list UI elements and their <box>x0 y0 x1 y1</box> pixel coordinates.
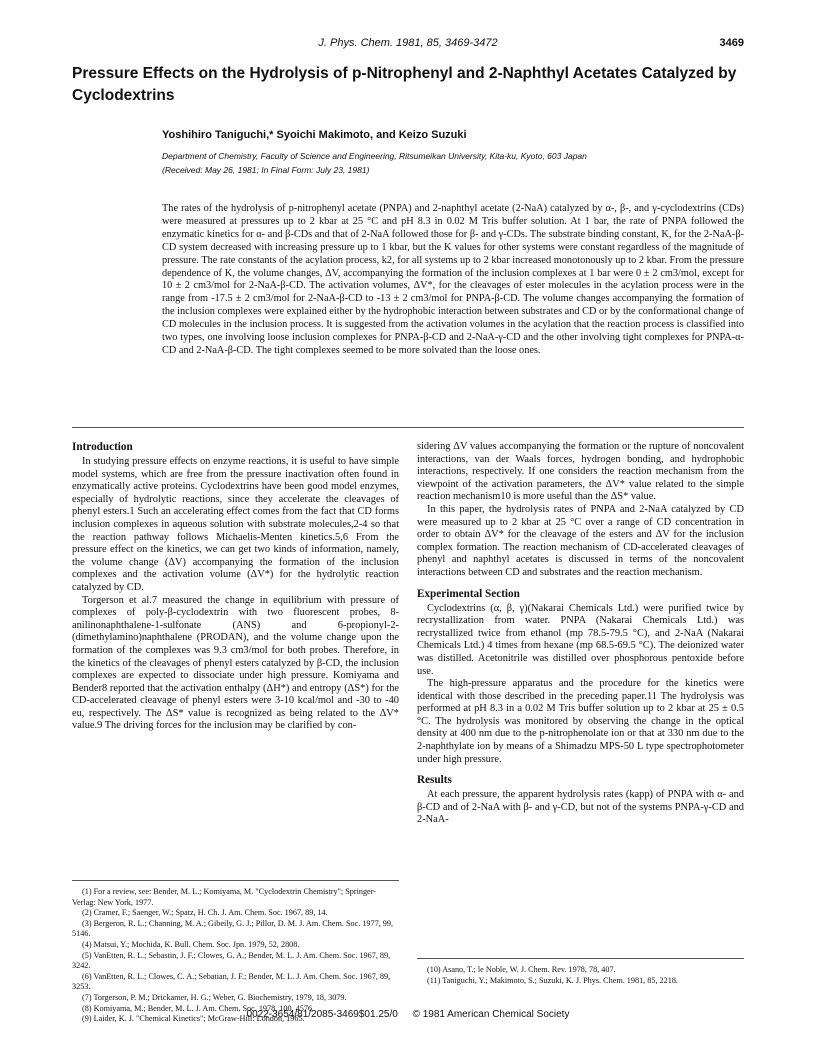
page-number: 3469 <box>719 37 744 49</box>
footnote: (4) Matsui, Y.; Mochida, K. Bull. Chem. Soc. Jpn. 1979, 52, 2808. <box>82 939 300 949</box>
footnotes-right <box>417 958 744 986</box>
results-heading: Results <box>417 774 452 787</box>
copyright: © 1981 American Chemical Society <box>412 1009 570 1020</box>
running-header <box>72 37 744 53</box>
experimental-heading: Experimental Section <box>417 587 520 600</box>
affiliation-block <box>162 149 742 177</box>
footnote: (6) VanEtten, R. L.; Clowes, C. A.; Sebatian, J. F.; Bender, M. L. J. Am. Chem. Soc. 1967, 89, 3253. <box>72 971 391 992</box>
right-column <box>417 441 744 827</box>
intro-paragraph: In studying pressure effects on enzyme reactions, it is useful to have simple model systems, which are free from the pressure inactivation often found in enzymatically active proteins. Cyclodextrins have been good model enzymes, especially of hydrolytic reactions, since they accelerate the cleavages of phenyl esters.1 Such an accelerating effect comes from the fact that CD forms inclusion complexes in aqueous solution with substrate molecules,2-4 so that the reaction pathway follows Michaelis-Menten kinetics.5,6 From the pressure effect on the kinetics, we can get two kinds of information, namely, the volume change (ΔV) accompanying the formation of the inclusion complexes and the activation volume (ΔV*) for the hydrolytic reaction catalyzed by CD. <box>72 456 399 593</box>
footnote: (5) VanEtten, R. L.; Sebastin, J. F.; Clowes, G. A.; Bender, M. L. J. Am. Chem. Soc. 1967, 89, 3242. <box>72 950 391 971</box>
article-title: Pressure Effects on the Hydrolysis of p-Nitrophenyl and 2-Naphthyl Acetates Catalyzed by Cyclodextrins <box>72 65 737 104</box>
footnote: (3) Bergeron, R. L.; Channing, M. A.; Gibeily, G. J.; Pillor, D. M. J. Am. Chem. Soc. 1977, 99, 5146. <box>72 918 394 939</box>
footnotes-left <box>72 880 399 1025</box>
abstract: The rates of the hydrolysis of p-nitrophenyl acetate (PNPA) and 2-naphthyl acetate (2-NaA) catalyzed by α-, β-, and γ-cyclodextrins (CDs) were measured at pressures up to 2 kbar at 25 °C and pH 8.3 in 0.02 M Tris buffer solution. At 1 bar, the rate of PNPA followed the enzymatic kinetics for α- and β-CDs and that of 2-NaA followed those for β- and γ-CDs. The substrate binding constant, K, for the 2-NaA-β-CD system decreased with increasing pressure up to 1 kbar, but the K values for other systems were constant regardless of the magnitude of pressure. The rate constants of the acylation process, k2, for all systems up to 2 kbar increased monotonously up to 2 kbar. From the pressure dependence of K, the volume changes, ΔV, accompanying the formation of the inclusion complexes at 1 bar were 0 ± 2 cm3/mol, except for 10 ± 2 cm3/mol for 2-NaA-β-CD. The activation volumes, ΔV*, for the cleavages of ester molecules in the acylation process were in the range from -17.5 ± 2 cm3/mol for 2-NaA-β-CD to -13 ± 2 cm3/mol for PNPA-β-CD. The volume changes accompanying the formation of the inclusion complexes were explained either by the hydrophobic interaction between substrates and CD or by the conformational change of CD molecules in the inclusion process. It is suggested from the activation volumes in the acylation that the reaction process is classified into two types, one involving loose inclusion complexes for PNPA-β-CD and 2-NaA-γ-CD and the other involving tight complexes for PNPA-α-CD and 2-NaA-β-CD. The tight complexes seemed to be more solvated than the loose ones. <box>162 203 744 356</box>
footnote: (10) Asano, T.; le Noble, W. J. Chem. Rev. 1978, 78, 407. <box>427 965 616 974</box>
page-footer <box>72 1009 744 1020</box>
left-column <box>72 441 399 733</box>
article-code: 0022-3654/81/2085-3469$01.25/0 <box>246 1009 398 1020</box>
footnote: (7) Torgerson, P. M.; Drickamer, H. G.; Weber, G. Biochemistry, 1979, 18, 3079. <box>82 992 347 1002</box>
footnote: (1) For a review, see: Bender, M. L.; Komiyama, M. "Cyclodextrin Chemistry"; Springer-Verlag: New York, 1977. <box>72 887 376 907</box>
intro-continued-paragraph: In this paper, the hydrolysis rates of PNPA and 2-NaA catalyzed by CD were measured up to 2 kbar at 25 °C over a range of CD concentration in order to obtain ΔV* for the cleavage of the esters and ΔV for the inclusion complex formation. The reaction mechanism of CD-accelerated cleavages of phenyl and naphthyl acetates is discussed in terms of the noncovalent interactions between CD and substrates and the reaction mechanism. <box>417 503 744 578</box>
author-list: Yoshihiro Taniguchi,* Syoichi Makimoto, and Keizo Suzuki <box>162 129 467 141</box>
introduction-heading: Introduction <box>72 441 133 453</box>
footnote: (11) Taniguchi, Y.; Makimoto, S.; Suzuki, K. J. Phys. Chem. 1981, 85, 2218. <box>427 975 678 985</box>
journal-citation: J. Phys. Chem. 1981, 85, 3469-3472 <box>318 37 498 49</box>
footnote: (2) Cramer, F.; Saenger, W.; Spatz, H. Ch. J. Am. Chem. Soc. 1967, 89, 14. <box>82 908 328 918</box>
footnote: (9) Laider, K. J. "Chemical Kinetics"; McGraw-Hill: London, 1965. <box>82 1014 305 1024</box>
abstract-divider <box>72 427 744 428</box>
affiliation: Department of Chemistry, Faculty of Science and Engineering, Ritsumeikan University, Kita-ku, Kyoto, 603 Japan <box>162 151 587 161</box>
footnote-rule <box>72 880 399 881</box>
experimental-paragraph: Cyclodextrins (α, β, γ)(Nakarai Chemicals Ltd.) were purified twice by recrystallization from water. PNPA (Nakarai Chemicals Ltd.) was recrystallized twice from ethanol (mp 78.5-79.5 °C), and 2-NaA (Nakarai Chemicals Ltd.) 4 times from hexane (mp 68.5-69.5 °C). The deionized water was distilled. Acetonitrile was distilled over phosphorous pentoxide before use. <box>417 602 744 677</box>
experimental-paragraph: The high-pressure apparatus and the procedure for the kinetics were identical with those described in the preceding paper.11 The hydrolysis was performed at pH 8.3 in a 0.02 M Tris buffer solution up to 2 kbar at 25 ± 0.5 °C. The hydrolysis was monitored by observing the change in the optical density at 400 nm due to the p-nitrophenolate ion or that at 330 nm due to the 2-naphthylate ion by means of a Shimadzu MPS-50 L type spectrophotometer under high pressure. <box>417 678 744 765</box>
results-paragraph: At each pressure, the apparent hydrolysis rates (kapp) of PNPA with α- and β-CD and of 2-NaA with β- and γ-CD, but not of the systems PNPA-γ-CD and 2-NaA- <box>417 789 744 826</box>
intro-paragraph: Torgerson et al.7 measured the change in equilibrium with pressure of complexes of poly-β-cyclodextrin with two fluorescent probes, 8-anilinonaphthalene-1-sulfonate (ANS) and 6-propionyl-2-(dimethylamino)naphthalene (PRODAN), and the volume change upon the formation of the complexes was 9.3 cm3/mol for both probes. Therefore, in the kinetics of the cleavages of phenyl esters catalyzed by β-CD, the inclusion complexes are expected to dissociate under high pressure. Komiyama and Bender8 reported that the activation enthalpy (ΔH*) and entropy (ΔS*) for the CD-accelerated cleavage of phenyl esters were 3-10 kcal/mol and -30 to -40 eu, respectively. The ΔS* value is recognized as being related to the ΔV* value.9 The driving forces for the inclusion may be clarified by con- <box>72 594 399 732</box>
footnote: (8) Komiyama, M.; Bender, M. L. J. Am. Chem. Soc. 1978, 100, 4576. <box>82 1003 315 1013</box>
received-dates: (Received: May 26, 1981; In Final Form: July 23, 1981) <box>162 165 370 175</box>
intro-continued-paragraph: sidering ΔV values accompanying the formation or the rupture of noncovalent interactions, van der Waals forces, hydrogen bonding, and hydrophobic interactions, respectively. If one considers the reaction mechanism from the viewpoint of the activation parameters, the ΔV* value related to the simple reaction mechanism10 is more useful than the ΔS* value. <box>417 441 744 503</box>
footnote-rule <box>417 958 744 959</box>
